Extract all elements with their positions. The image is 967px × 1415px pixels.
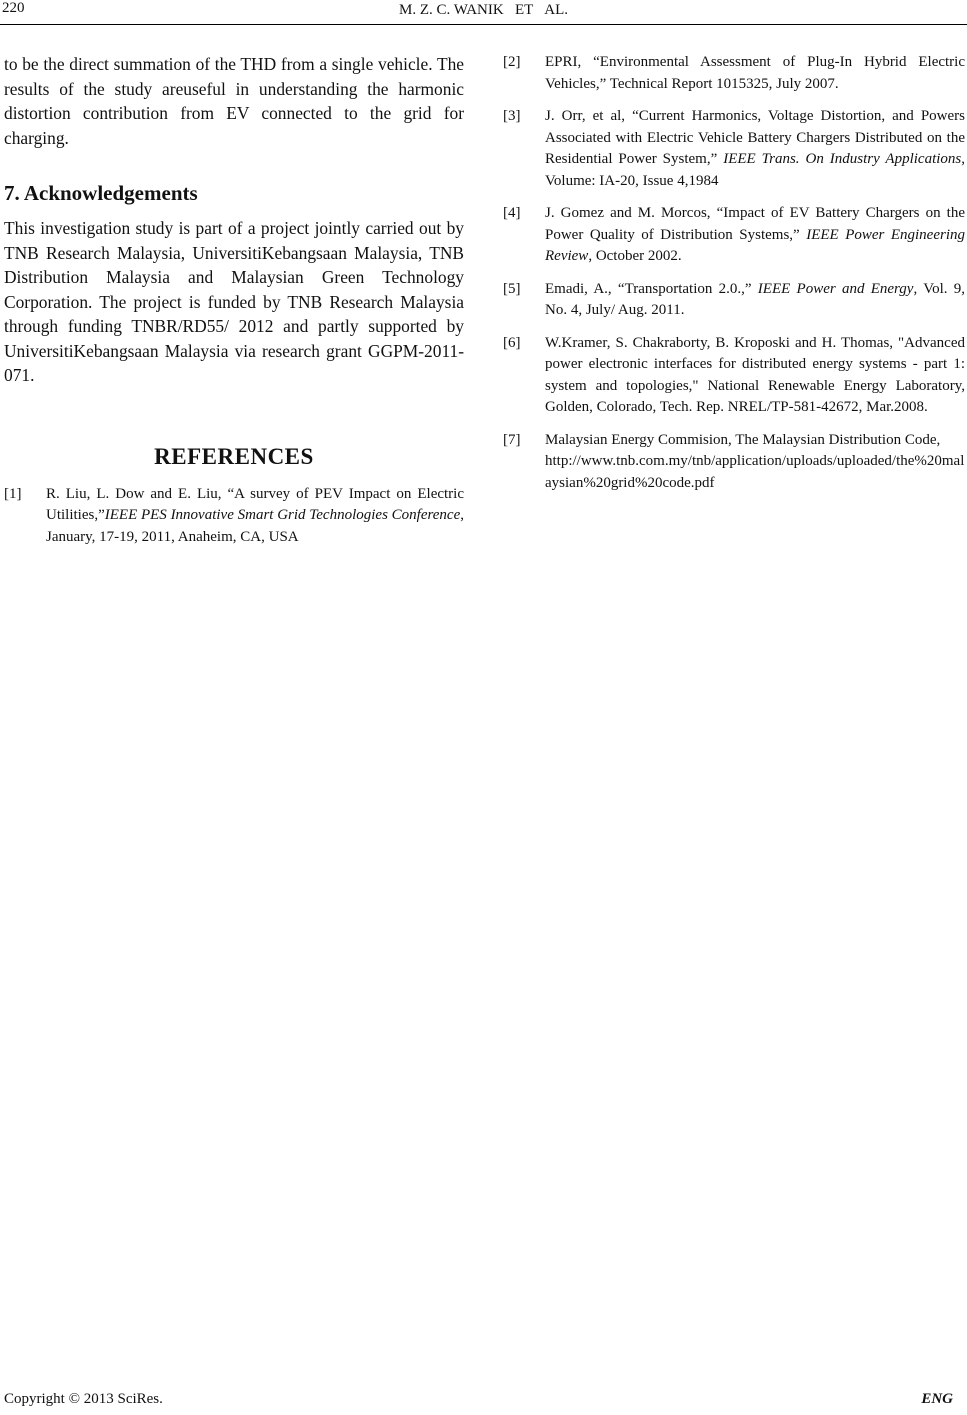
reference-item — [503, 106, 965, 192]
reference-text: W.Kramer, S. Chakraborty, B. Kroposki and H. Thomas, "Advanced power electronic interfaces for distributed energy systems - part 1: system and topologies," National Renewable Energy Laboratory, Golden, Colorado, Tech. Rep. NREL/TP-581-42672, Mar.2008. — [545, 334, 965, 415]
reference-item — [503, 333, 965, 419]
running-title: M. Z. C. WANIK ET AL. — [398, 2, 569, 18]
page-header — [0, 0, 967, 25]
reference-text: J. Gomez and M. Morcos, “Impact of EV Battery Chargers on the Power Quality of Distribution Systems,” IEEE Power Engineering Review, October 2002. — [545, 205, 966, 264]
reference-number: [3] — [503, 108, 521, 124]
reference-item — [503, 279, 965, 322]
references-heading: REFERENCES — [154, 443, 314, 469]
reference-number: [1] — [4, 485, 22, 502]
acknowledgements-text: This investigation study is part of a project jointly carried out by TNB Research Malaysia, UniversitiKebangsaan Malaysia, TNB Distribution Malaysia and Malaysian Green Technology Corporation. The project is funded by TNB Research Malaysia through funding TNBR/RD55/ 2012 and partly supported by UniversitiKebangsaan Malaysia via research grant GGPM-2011-071. — [4, 218, 464, 385]
reference-item — [503, 430, 965, 495]
left-column — [4, 52, 464, 559]
copyright-notice: Copyright © 2013 SciRes. — [4, 1391, 163, 1407]
reference-item — [503, 203, 965, 268]
reference-text: J. Orr, et al, “Current Harmonics, Voltage Distortion, and Powers Associated with Electric Vehicle Battery Chargers Distributed on the Residential Power System,” IEEE Trans. On Industry Applications, Volume: IA-20, Issue 4,1984 — [545, 108, 965, 189]
reference-number: [4] — [503, 205, 521, 221]
acknowledgements-heading: 7. Acknowledgements — [4, 181, 198, 205]
right-column — [503, 52, 965, 505]
journal-abbrev: ENG — [921, 1391, 953, 1407]
reference-number: [2] — [503, 54, 521, 70]
reference-number: [5] — [503, 280, 521, 297]
reference-text: Malaysian Energy Commision, The Malaysian Distribution Code, http://www.tnb.com.my/tnb/application/uploads/uploaded/the%20malaysian%20grid%20code.pdf — [545, 431, 965, 491]
reference-number: [7] — [503, 431, 521, 448]
reference-text: Emadi, A., “Transportation 2.0.,” IEEE Power and Energy, Vol. 9, No. 4, July/ Aug. 2011. — [545, 280, 966, 318]
reference-url-link[interactable]: http://www.tnb.com.my/tnb/application/uploads/uploaded/the%20malaysian%20grid%20code.pdf — [545, 453, 965, 491]
reference-text: R. Liu, L. Dow and E. Liu, “A survey of PEV Impact on Electric Utilities,”IEEE PES Innovative Smart Grid Technologies Conference, January, 17-19, 2011, Anaheim, CA, USA — [46, 485, 464, 545]
reference-number: [6] — [503, 334, 521, 351]
reference-item — [503, 52, 965, 95]
page-number: 220 — [2, 0, 25, 16]
page-footer — [4, 1391, 953, 1413]
continued-paragraph: to be the direct summation of the THD from a single vehicle. The results of the study areuseful in understanding the harmonic distortion contribution from EV connected to the grid for charging. — [4, 54, 464, 148]
reference-text: EPRI, “Environmental Assessment of Plug-In Hybrid Electric Vehicles,” Technical Report 1015325, July 2007. — [545, 54, 965, 92]
reference-item — [4, 484, 464, 549]
